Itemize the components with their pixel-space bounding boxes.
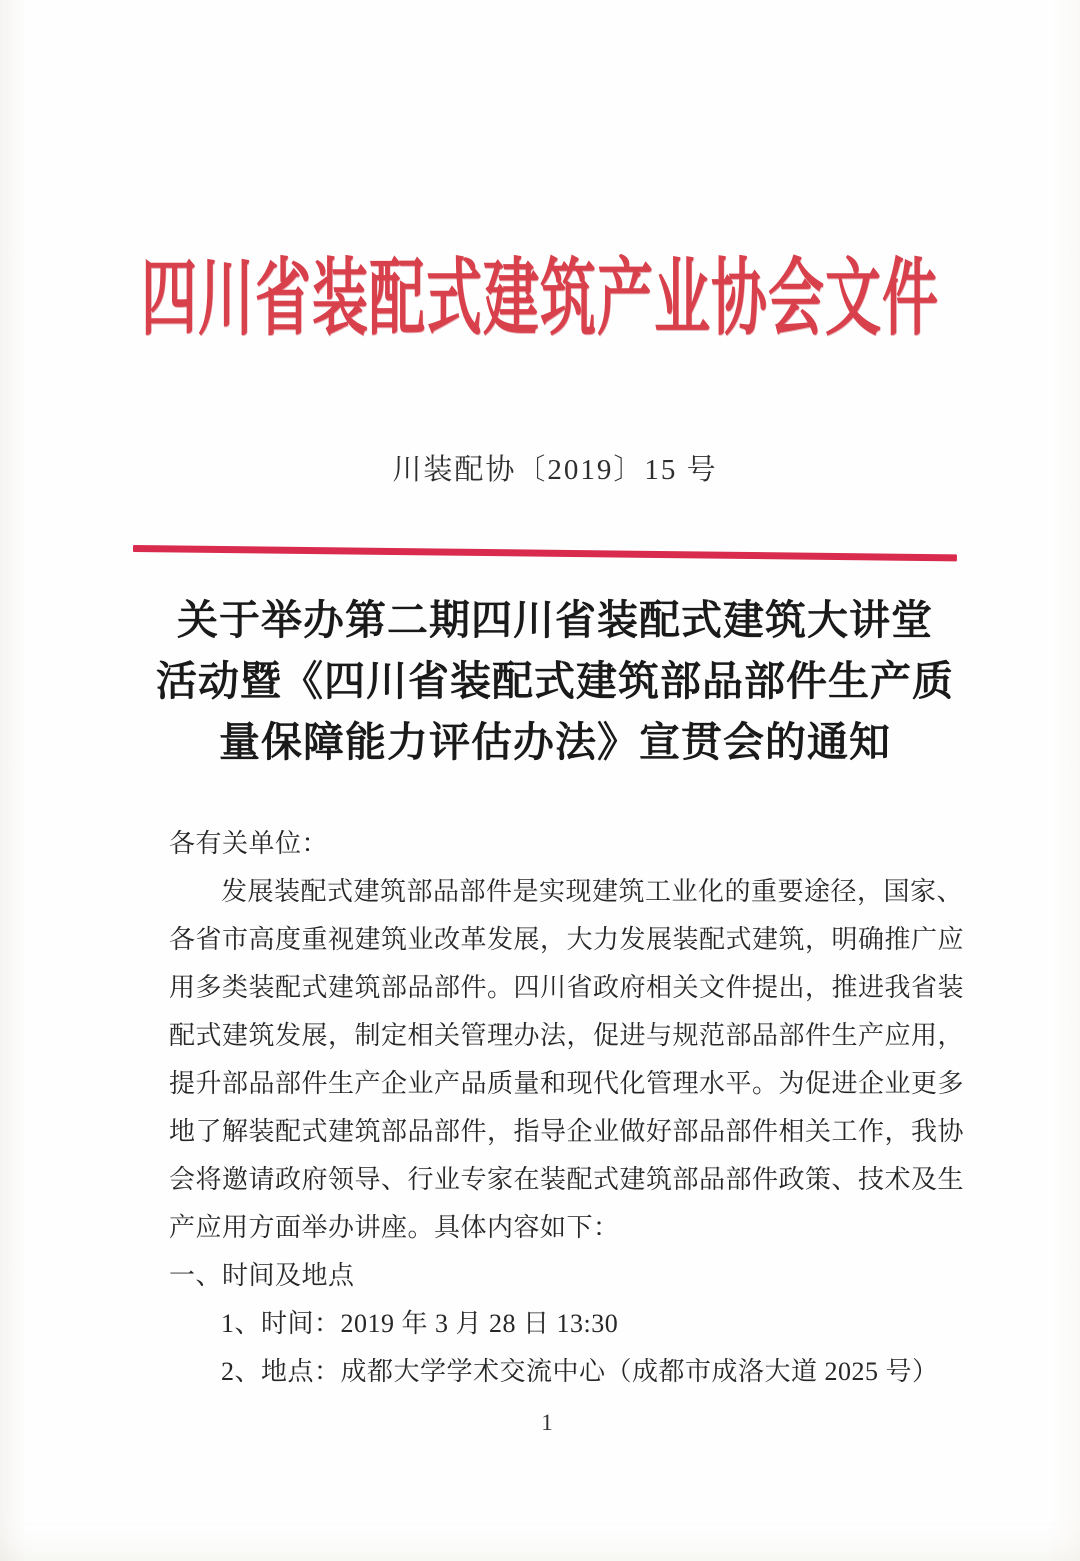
salutation: 各有关单位：: [169, 829, 329, 858]
document-number: 川装配协〔2019〕15 号: [392, 454, 718, 486]
page-number: 1: [541, 1410, 553, 1435]
document-body: [0, 820, 965, 1396]
title-line-1: 关于举办第二期四川省装配式建筑大讲堂: [177, 597, 933, 643]
org-header-red-title: 四川省装配式建筑产业协会文件: [141, 253, 939, 347]
item-location: 2、地点：成都大学学术交流中心（成都市成洛大道 2025 号）: [221, 1357, 939, 1386]
paragraph-line: 产应用方面举办讲座。具体内容如下：: [169, 1213, 620, 1242]
paragraph-line: 地了解装配式建筑部品部件，指导企业做好部品部件相关工作，我协: [169, 1117, 965, 1146]
paragraph-line: 各省市高度重视建筑业改革发展，大力发展装配式建筑，明确推广应: [169, 925, 965, 954]
red-divider-line: [133, 545, 957, 561]
paragraph-line: 发展装配式建筑部品部件是实现建筑工业化的重要途径，国家、: [221, 877, 964, 906]
paragraph-line: 会将邀请政府领导、行业专家在装配式建筑部品部件政策、技术及生: [169, 1165, 965, 1194]
paragraph-line: 用多类装配式建筑部品部件。四川省政府相关文件提出，推进我省装: [169, 973, 965, 1002]
paragraph-line: 配式建筑发展，制定相关管理办法，促进与规范部品部件生产应用，: [169, 1021, 965, 1050]
paragraph-line: 提升部品部件生产企业产品质量和现代化管理水平。为促进企业更多: [169, 1069, 965, 1098]
title-line-2: 活动暨《四川省装配式建筑部品部件生产质: [156, 658, 954, 704]
document-title: [30, 590, 1080, 773]
section-heading-time-location: 一、时间及地点: [169, 1261, 355, 1290]
item-time: 1、时间：2019 年 3 月 28 日 13:30: [221, 1309, 619, 1338]
title-line-3: 量保障能力评估办法》宣贯会的通知: [219, 719, 891, 765]
